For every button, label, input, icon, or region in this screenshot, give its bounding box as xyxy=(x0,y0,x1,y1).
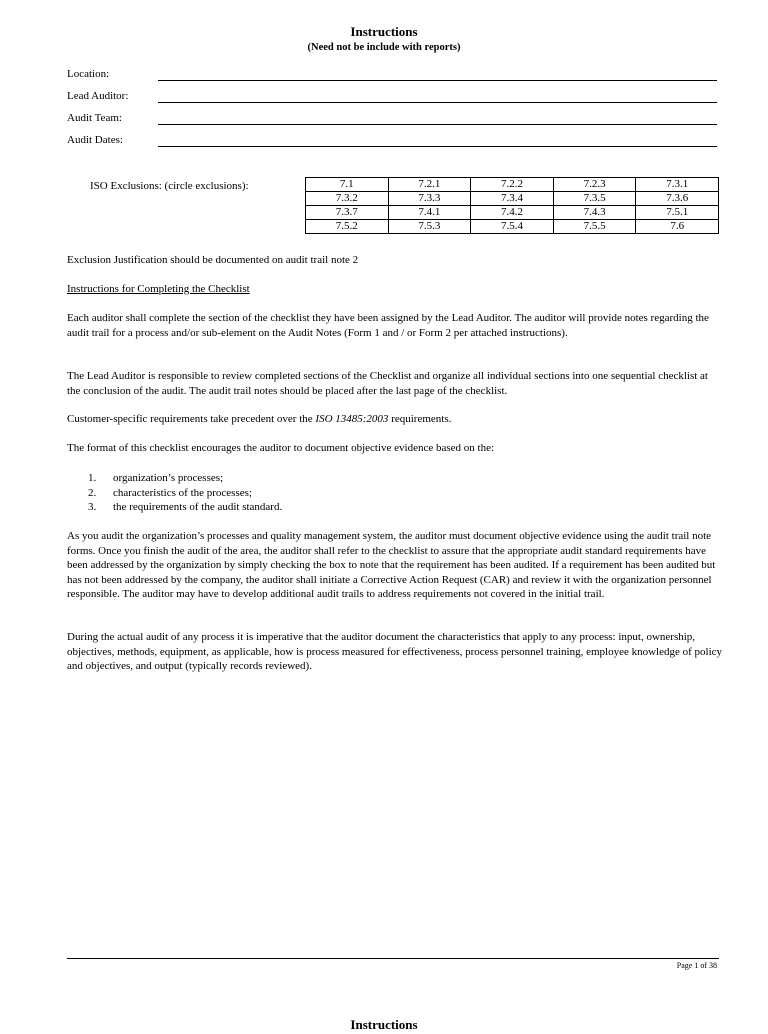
table-row xyxy=(306,220,719,234)
paragraph-customer-requirements xyxy=(67,412,723,427)
page-number: Page 1 of 38 xyxy=(676,961,717,970)
list-item-text: characteristics of the processes; xyxy=(113,486,252,499)
next-page-title: Instructions xyxy=(350,1017,418,1032)
location-label: Location: xyxy=(67,68,110,81)
exclusion-justification-note: Exclusion Justification should be documented on audit trail note 2 xyxy=(67,254,359,266)
location-blank-line xyxy=(158,80,717,81)
list-item xyxy=(88,500,282,515)
paragraph-auditor-assignment: Each auditor shall complete the section of the checklist they have been assigned by the Lead Auditor. The auditor will provide notes regarding the audit trail for a process and/or sub-element on the Audit Notes (Form 1 and / or Form 2 per attached instructions). xyxy=(67,312,709,339)
list-number: 2. xyxy=(88,486,97,499)
table-row xyxy=(306,192,719,206)
table-cell: 7.5.1 xyxy=(636,206,719,220)
lead-auditor-field xyxy=(67,88,719,104)
table-cell: 7.5.5 xyxy=(553,220,636,234)
table-row xyxy=(306,206,719,220)
table-cell: 7.3.2 xyxy=(306,192,389,206)
para3-text-start: Customer-specific requirements take precedent over the xyxy=(67,413,316,425)
table-cell: 7.1 xyxy=(306,178,389,192)
page-title: Instructions xyxy=(350,24,418,39)
lead-auditor-blank-line xyxy=(158,102,717,103)
table-cell: 7.5.2 xyxy=(306,220,389,234)
table-cell: 7.3.7 xyxy=(306,206,389,220)
table-cell: 7.3.6 xyxy=(636,192,719,206)
table-cell: 7.2.3 xyxy=(553,178,636,192)
paragraph-process-characteristics: During the actual audit of any process it is imperative that the auditor document the characteristics that apply to any process: input, ownership, objectives, methods, equipment, as applicable, how is process measured for effectiveness, process personnel training, employee knowledge of policy and objectives, and output (typically records reviewed). xyxy=(67,631,723,672)
table-cell: 7.6 xyxy=(636,220,719,234)
list-item xyxy=(88,471,282,486)
list-item xyxy=(88,486,282,501)
checklist-instructions-heading: Instructions for Completing the Checklist xyxy=(67,283,250,295)
list-number: 3. xyxy=(88,501,97,513)
table-row xyxy=(306,178,719,192)
list-item-text: the requirements of the audit standard. xyxy=(113,501,283,513)
audit-dates-field xyxy=(67,132,719,148)
table-cell: 7.3.4 xyxy=(471,192,554,206)
para3-text-end: requirements. xyxy=(388,413,452,425)
iso-exclusions-table xyxy=(305,177,719,234)
footer-divider xyxy=(67,958,719,959)
location-field xyxy=(67,66,719,82)
table-cell: 7.2.2 xyxy=(471,178,554,192)
list-item-text: organization’s processes; xyxy=(113,472,224,484)
iso-exclusions-label: ISO Exclusions: (circle exclusions): xyxy=(90,180,249,192)
page-subtitle: (Need not be include with reports) xyxy=(307,42,461,53)
paragraph-lead-auditor: The Lead Auditor is responsible to review completed sections of the Checklist and organize all individual sections into one sequential checklist at the conclusion of the audit. The audit trail notes should be placed after the last page of the checklist. xyxy=(67,370,708,397)
table-cell: 7.3.5 xyxy=(553,192,636,206)
evidence-basis-list xyxy=(88,471,282,515)
table-cell: 7.4.1 xyxy=(388,206,471,220)
audit-dates-label: Audit Dates: xyxy=(67,134,123,147)
audit-team-blank-line xyxy=(158,124,717,125)
iso-standard-reference: ISO 13485:2003 xyxy=(315,413,389,425)
table-cell: 7.4.2 xyxy=(471,206,554,220)
audit-dates-blank-line xyxy=(158,146,717,147)
table-cell: 7.5.3 xyxy=(388,220,471,234)
table-cell: 7.4.3 xyxy=(553,206,636,220)
lead-auditor-label: Lead Auditor: xyxy=(67,90,129,103)
audit-team-label: Audit Team: xyxy=(67,112,122,125)
list-number: 1. xyxy=(88,472,97,484)
table-cell: 7.3.1 xyxy=(636,178,719,192)
table-cell: 7.3.3 xyxy=(388,192,471,206)
paragraph-audit-process: As you audit the organization’s processes and quality management system, the auditor must document objective evidence using the audit trail note forms. Once you finish the audit of the area, the auditor shall refer to the checklist to assure that the appropriate audit standard requirements have been addressed by the organization by simply checking the box to note that the requirement has been audited. If a requirement has been audited but has not been addressed by the company, the auditor shall initiate a Corrective Action Request (CAR) and review it with the organization personnel responsible. The auditor may have to develop additional audit trails to address requirements not covered in the initial trail. xyxy=(67,530,716,600)
table-cell: 7.5.4 xyxy=(471,220,554,234)
paragraph-checklist-format: The format of this checklist encourages the auditor to document objective evidence based on the: xyxy=(67,442,495,454)
audit-team-field xyxy=(67,110,719,126)
table-cell: 7.2.1 xyxy=(388,178,471,192)
